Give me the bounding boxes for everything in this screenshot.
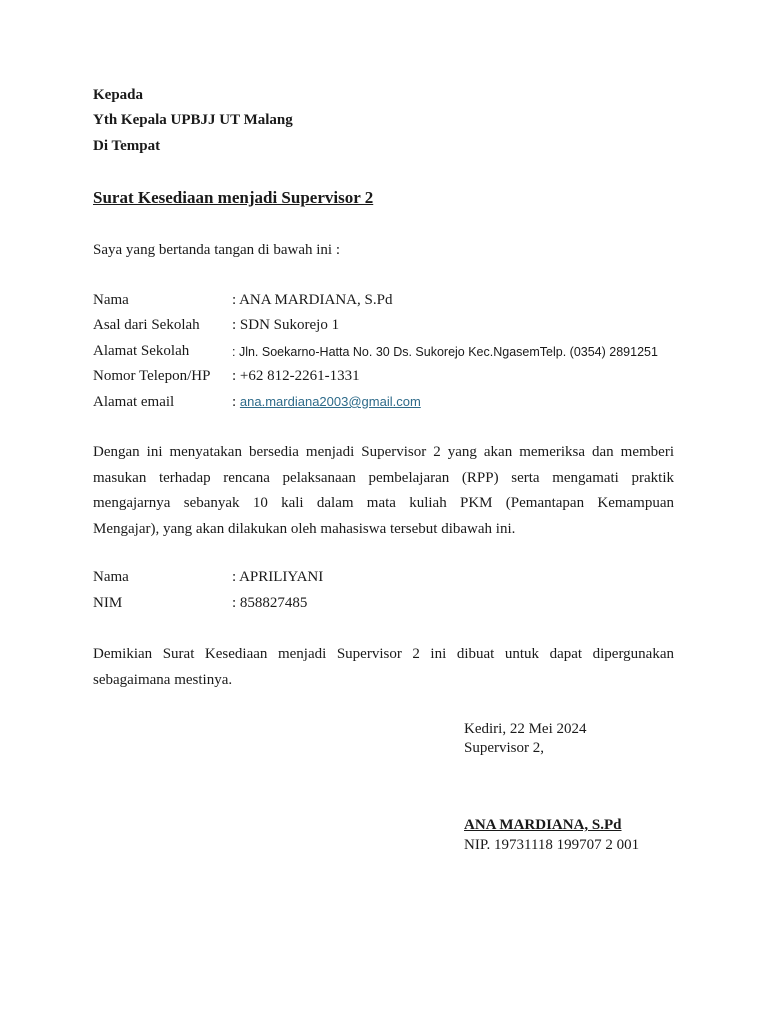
closing-paragraph bbox=[93, 642, 674, 693]
statement-line: Mengajar), yang akan dilakukan oleh mahasiswa tersebut dibawah ini. bbox=[93, 520, 516, 537]
supervisor-phone-label: Nomor Telepon/HP bbox=[93, 368, 211, 384]
student-name-label: Nama bbox=[93, 569, 129, 585]
student-name-value: : APRILIYANI bbox=[232, 569, 324, 585]
signature-name: ANA MARDIANA, S.Pd bbox=[464, 817, 622, 833]
recipient-line-kepada: Kepada bbox=[93, 87, 144, 103]
statement-line: Dengan ini menyatakan bersedia menjadi Supervisor 2 yang akan memeriksa dan memberi bbox=[93, 444, 674, 460]
statement-paragraph bbox=[93, 440, 674, 542]
recipient-line-place: Di Tempat bbox=[93, 138, 161, 154]
recipient-line-addressee: Yth Kepala UPBJJ UT Malang bbox=[93, 112, 293, 128]
supervisor-address-value: : Jln. Soekarno-Hatta No. 30 Ds. Sukorejo Kec.NgasemTelp. (0354) 2891251 bbox=[232, 345, 658, 359]
supervisor-email-link[interactable]: ana.mardiana2003@gmail.com bbox=[239, 394, 421, 409]
supervisor-email-row bbox=[232, 394, 421, 411]
signature-nip: NIP. 19731118 199707 2 001 bbox=[464, 837, 640, 853]
supervisor-name-label: Nama bbox=[93, 292, 129, 308]
student-nim-label: NIM bbox=[93, 595, 123, 611]
supervisor-phone-value: : +62 812-2261-1331 bbox=[232, 368, 360, 384]
supervisor-school-label: Asal dari Sekolah bbox=[93, 317, 200, 333]
supervisor-school-value: : SDN Sukorejo 1 bbox=[232, 317, 340, 333]
supervisor-address-label: Alamat Sekolah bbox=[93, 343, 190, 359]
signature-place-date: Kediri, 22 Mei 2024 bbox=[464, 721, 587, 737]
statement-line: masukan terhadap rencana pelaksanaan pembelajaran (RPP) serta mengamati praktik bbox=[93, 469, 674, 486]
supervisor-email-colon: : bbox=[232, 394, 237, 410]
supervisor-name-value: : ANA MARDIANA, S.Pd bbox=[232, 292, 393, 308]
intro-text: Saya yang bertanda tangan di bawah ini : bbox=[93, 242, 341, 258]
supervisor-email-label: Alamat email bbox=[93, 394, 175, 410]
statement-line: mengajarnya sebanyak 10 kali dalam mata kuliah PKM (Pemantapan Kemampuan bbox=[93, 495, 674, 511]
closing-line: Demikian Surat Kesediaan menjadi Supervisor 2 ini dibuat untuk dapat dipergunakan bbox=[93, 646, 674, 662]
closing-line: sebagaimana mestinya. bbox=[93, 671, 233, 688]
student-nim-value: : 858827485 bbox=[232, 595, 308, 611]
signature-role: Supervisor 2, bbox=[464, 740, 544, 756]
letter-title: Surat Kesediaan menjadi Supervisor 2 bbox=[93, 188, 374, 207]
